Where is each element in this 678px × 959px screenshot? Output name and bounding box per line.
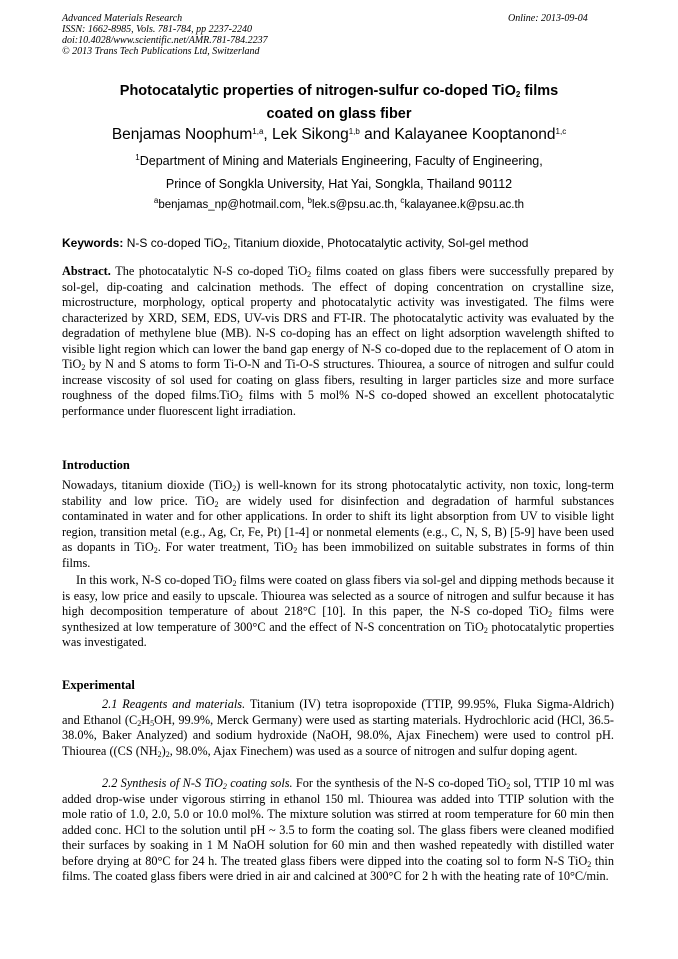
author-emails: $^a$benjamas_np@hotmail.com, $^b$lek.s@psu.ac.th, $^c$kalayanee.k@psu.ac.th: [153, 196, 525, 211]
affiliation-line2: Prince of Songkla University, Hat Yai, Songkla, Thailand 90112: [165, 177, 513, 191]
affiliation-line1: $^1$Department of Mining and Materials Engineering, Faculty of Engineering,: [135, 153, 543, 168]
keywords: Keywords: N-S co-doped TiO$_2$, Titanium dioxide, Photocatalytic activity, Sol-gel method: [62, 236, 529, 251]
doi-line: doi:10.4028/www.scientific.net/AMR.781-784.2237: [62, 35, 268, 46]
paper-title-line1: Photocatalytic properties of nitrogen-sulfur co-doped TiO$_2$ films: [119, 83, 559, 99]
introduction-paragraph-2: In this work, N-S co-doped TiO$_2$ films were coated on glass fibers via sol-gel and dipping methods because it is easy, low price and easily to upscale. Thiourea was selected as a source of nitrogen and sulfur because it has high decomposition temperature of about 218°C [10]. In this paper, the N-S co-doped TiO$_2$ films were synthesized at low temperature of 300°C and the effect of N-S concentration on TiO$_2$ photocatalytic properties was investigated.: [62, 573, 614, 649]
copyright-line: © 2013 Trans Tech Publications Ltd, Switzerland: [62, 46, 260, 57]
synthesis-paragraph: 2.2 Synthesis of N-S TiO$_2$ coating sols. For the synthesis of the N-S co-doped TiO$_2$ sol, TTIP 10 ml was added drop-wise under vigorous stirring in ethanol 150 ml. Thiourea was added into TTIP solution with the mole ratio of 1.0, 2.0, 5.0 or 10.0 mol%. The mixture solution was stirred at room temperature for 60 min then added conc. HCl to the solution until pH ~ 3.5 to form the coating sol. The glass fibers were cleaned modified their surfaces by soaking in 1 M NaOH solution for 60 min and then washed repeatedly with distilled water before drying at 80°C for 24 h. The treated glass fibers were dipped into the coating sol to form N-S TiO$_2$ thin films. The coated glass fibers were dried in air and calcined at 300°C for 2 h with the heating rate of 10°C/min.: [62, 776, 615, 883]
introduction-paragraph-1: Nowadays, titanium dioxide (TiO$_2$) is well-known for its strong photocatalytic activity, non toxic, long-term stability and low price. TiO$_2$ are widely used for disinfection and degradation of harmful substances contaminated in water and for other applications. In order to shift its light absorption from UV to visible light region, transition metal (e.g., Ag, Cr, Fe, Pt) [1-4] or nonmetal elements (e.g., C, N, S, B) [5-9] have been used as dopants in TiO$_2$. For water treatment, TiO$_2$ has been immobilized on suitable substrates in forms of thin films.: [62, 478, 615, 570]
author-list: Benjamas Noophum$^{1,a}$, Lek Sikong$^{1,b}$ and Kalayanee Kooptanond$^{1,c}$: [111, 126, 567, 143]
issn-line: ISSN: 1662-8985, Vols. 781-784, pp 2237-2240: [62, 24, 252, 35]
introduction-heading: Introduction: [62, 458, 130, 472]
paper-title-line2: coated on glass fiber: [266, 106, 412, 122]
journal-name: Advanced Materials Research: [62, 13, 183, 24]
experimental-heading: Experimental: [62, 678, 135, 692]
abstract-paragraph: Abstract. The photocatalytic N-S co-doped TiO$_2$ films coated on glass fibers were successfully prepared by sol-gel, dip-coating and calcination methods. The effect of doping concentration on crystalline size, microstructure, morphology, optical property and photocatalytic activity was investigated. The films were characterized by XRD, SEM, EDS, UV-vis DRS and FT-IR. The photocatalytic activity was evaluated by the degradation of methylene blue (MB). N-S co-doping has an effect on light adsorption wavelength shifted to visible light region which can lower the band gap energy of N-S co-doped due to the replacement of O atom in TiO$_2$ by N and S atoms to form Ti-O-N and Ti-O-S structures. Thiourea, a source of nitrogen and sulfur could increase viscosity of sol used for coating on glass fibers, resulting in larger particles size and more surface roughness of the doped films.TiO$_2$ films with 5 mol% N-S co-doped showed an excellent photocatalytic performance under fluorescent light irradiation.: [62, 264, 614, 418]
online-date: Online: 2013-09-04: [508, 13, 588, 24]
reagents-paragraph: 2.1 Reagents and materials. Titanium (IV) tetra isopropoxide (TTIP, 99.95%, Fluka Sigma-Aldrich) and Ethanol ($C_2H_5OH$, 99.9%, Merck Germany) were used as starting materials. Hydrochloric acid (HCl, 36.5-38.0%, Baker Analyzed) and sodium hydroxide (NaOH, 98.0%, Ajax Finechem) were used to control pH. Thiourea ((CS $(NH_2)_2$, 98.0%, Ajax Finechem) was used as a source of nitrogen and sulfur doping agent.: [62, 697, 615, 759]
